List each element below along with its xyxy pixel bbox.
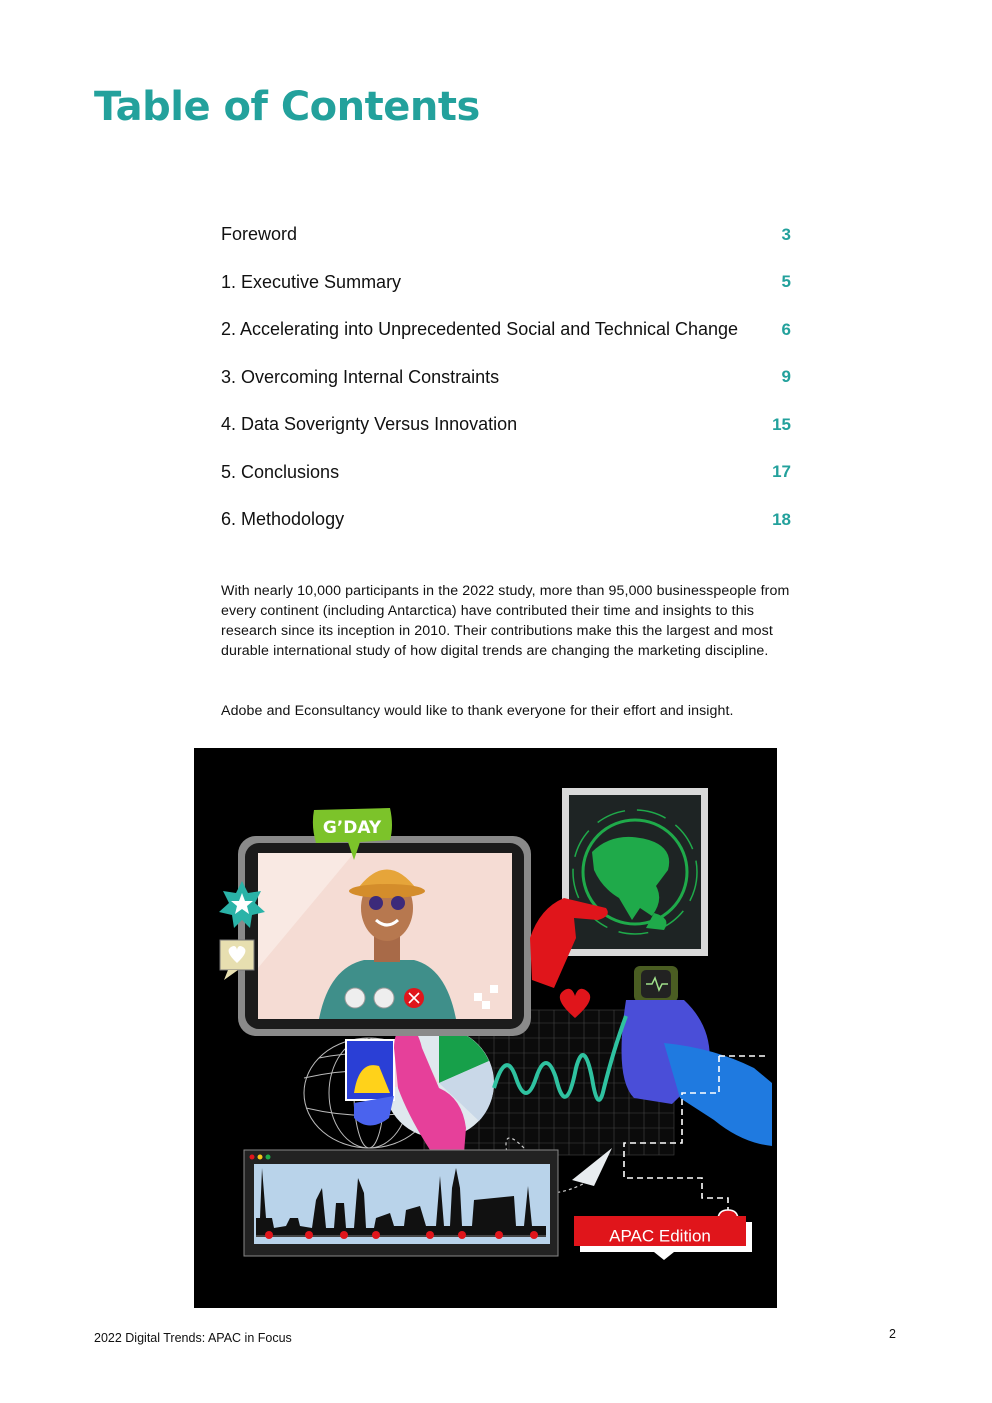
toc-item-accelerating[interactable] bbox=[221, 306, 791, 354]
footer-page-number: 2 bbox=[889, 1327, 896, 1341]
page-title: Table of Contents bbox=[94, 84, 480, 130]
toc-item-page: 6 bbox=[781, 319, 791, 339]
footer-report-title: 2022 Digital Trends: APAC in Focus bbox=[94, 1331, 292, 1345]
toc-item-label: 5. Conclusions bbox=[221, 461, 340, 482]
toc-item-foreword[interactable] bbox=[221, 211, 791, 259]
toc-item-label: 1. Executive Summary bbox=[221, 271, 402, 292]
edition-label-text: APAC Edition bbox=[609, 1226, 711, 1246]
toc-item-label: 6. Methodology bbox=[221, 509, 345, 530]
video-call-tablet bbox=[238, 836, 531, 1036]
toc-item-conclusions[interactable] bbox=[221, 449, 791, 497]
globe-poster bbox=[562, 788, 708, 956]
toc-item-page: 9 bbox=[781, 367, 791, 387]
toc-item-label: 4. Data Soverignty Versus Innovation bbox=[221, 414, 518, 435]
toc-item-data-sovereignty[interactable] bbox=[221, 401, 791, 449]
toc-item-page: 18 bbox=[772, 509, 791, 529]
toc-item-page: 5 bbox=[781, 272, 791, 292]
speech-bubble-text: G’DAY bbox=[322, 818, 382, 838]
intro-paragraph: With nearly 10,000 participants in the 2022 study, more than 95,000 businesspeople from every continent (including Antarctica) have contributed their time and insights to this research since its inception in 2010. Their contributions make this the largest and most durable international study of how digital trends are changing the marketing discipline. bbox=[221, 583, 790, 659]
toc-item-page: 3 bbox=[781, 224, 791, 244]
toc-item-executive-summary[interactable] bbox=[221, 259, 791, 307]
toc-item-label: 2. Accelerating into Unprecedented Social and Technical Change bbox=[221, 319, 739, 340]
toc-item-internal-constraints[interactable] bbox=[221, 354, 791, 402]
table-of-contents bbox=[221, 211, 791, 544]
skyline-window bbox=[244, 1150, 558, 1256]
toc-item-label: Foreword bbox=[221, 224, 298, 245]
toc-item-label: 3. Overcoming Internal Constraints bbox=[221, 366, 500, 387]
thanks-paragraph: Adobe and Econsultancy would like to thank everyone for their effort and insight. bbox=[221, 703, 734, 719]
toc-item-methodology[interactable] bbox=[221, 496, 791, 544]
cover-illustration bbox=[194, 748, 777, 1308]
phone-icon bbox=[345, 988, 365, 1008]
toc-item-page: 15 bbox=[772, 414, 791, 434]
toc-item-page: 17 bbox=[772, 462, 791, 482]
camera-icon bbox=[374, 988, 394, 1008]
